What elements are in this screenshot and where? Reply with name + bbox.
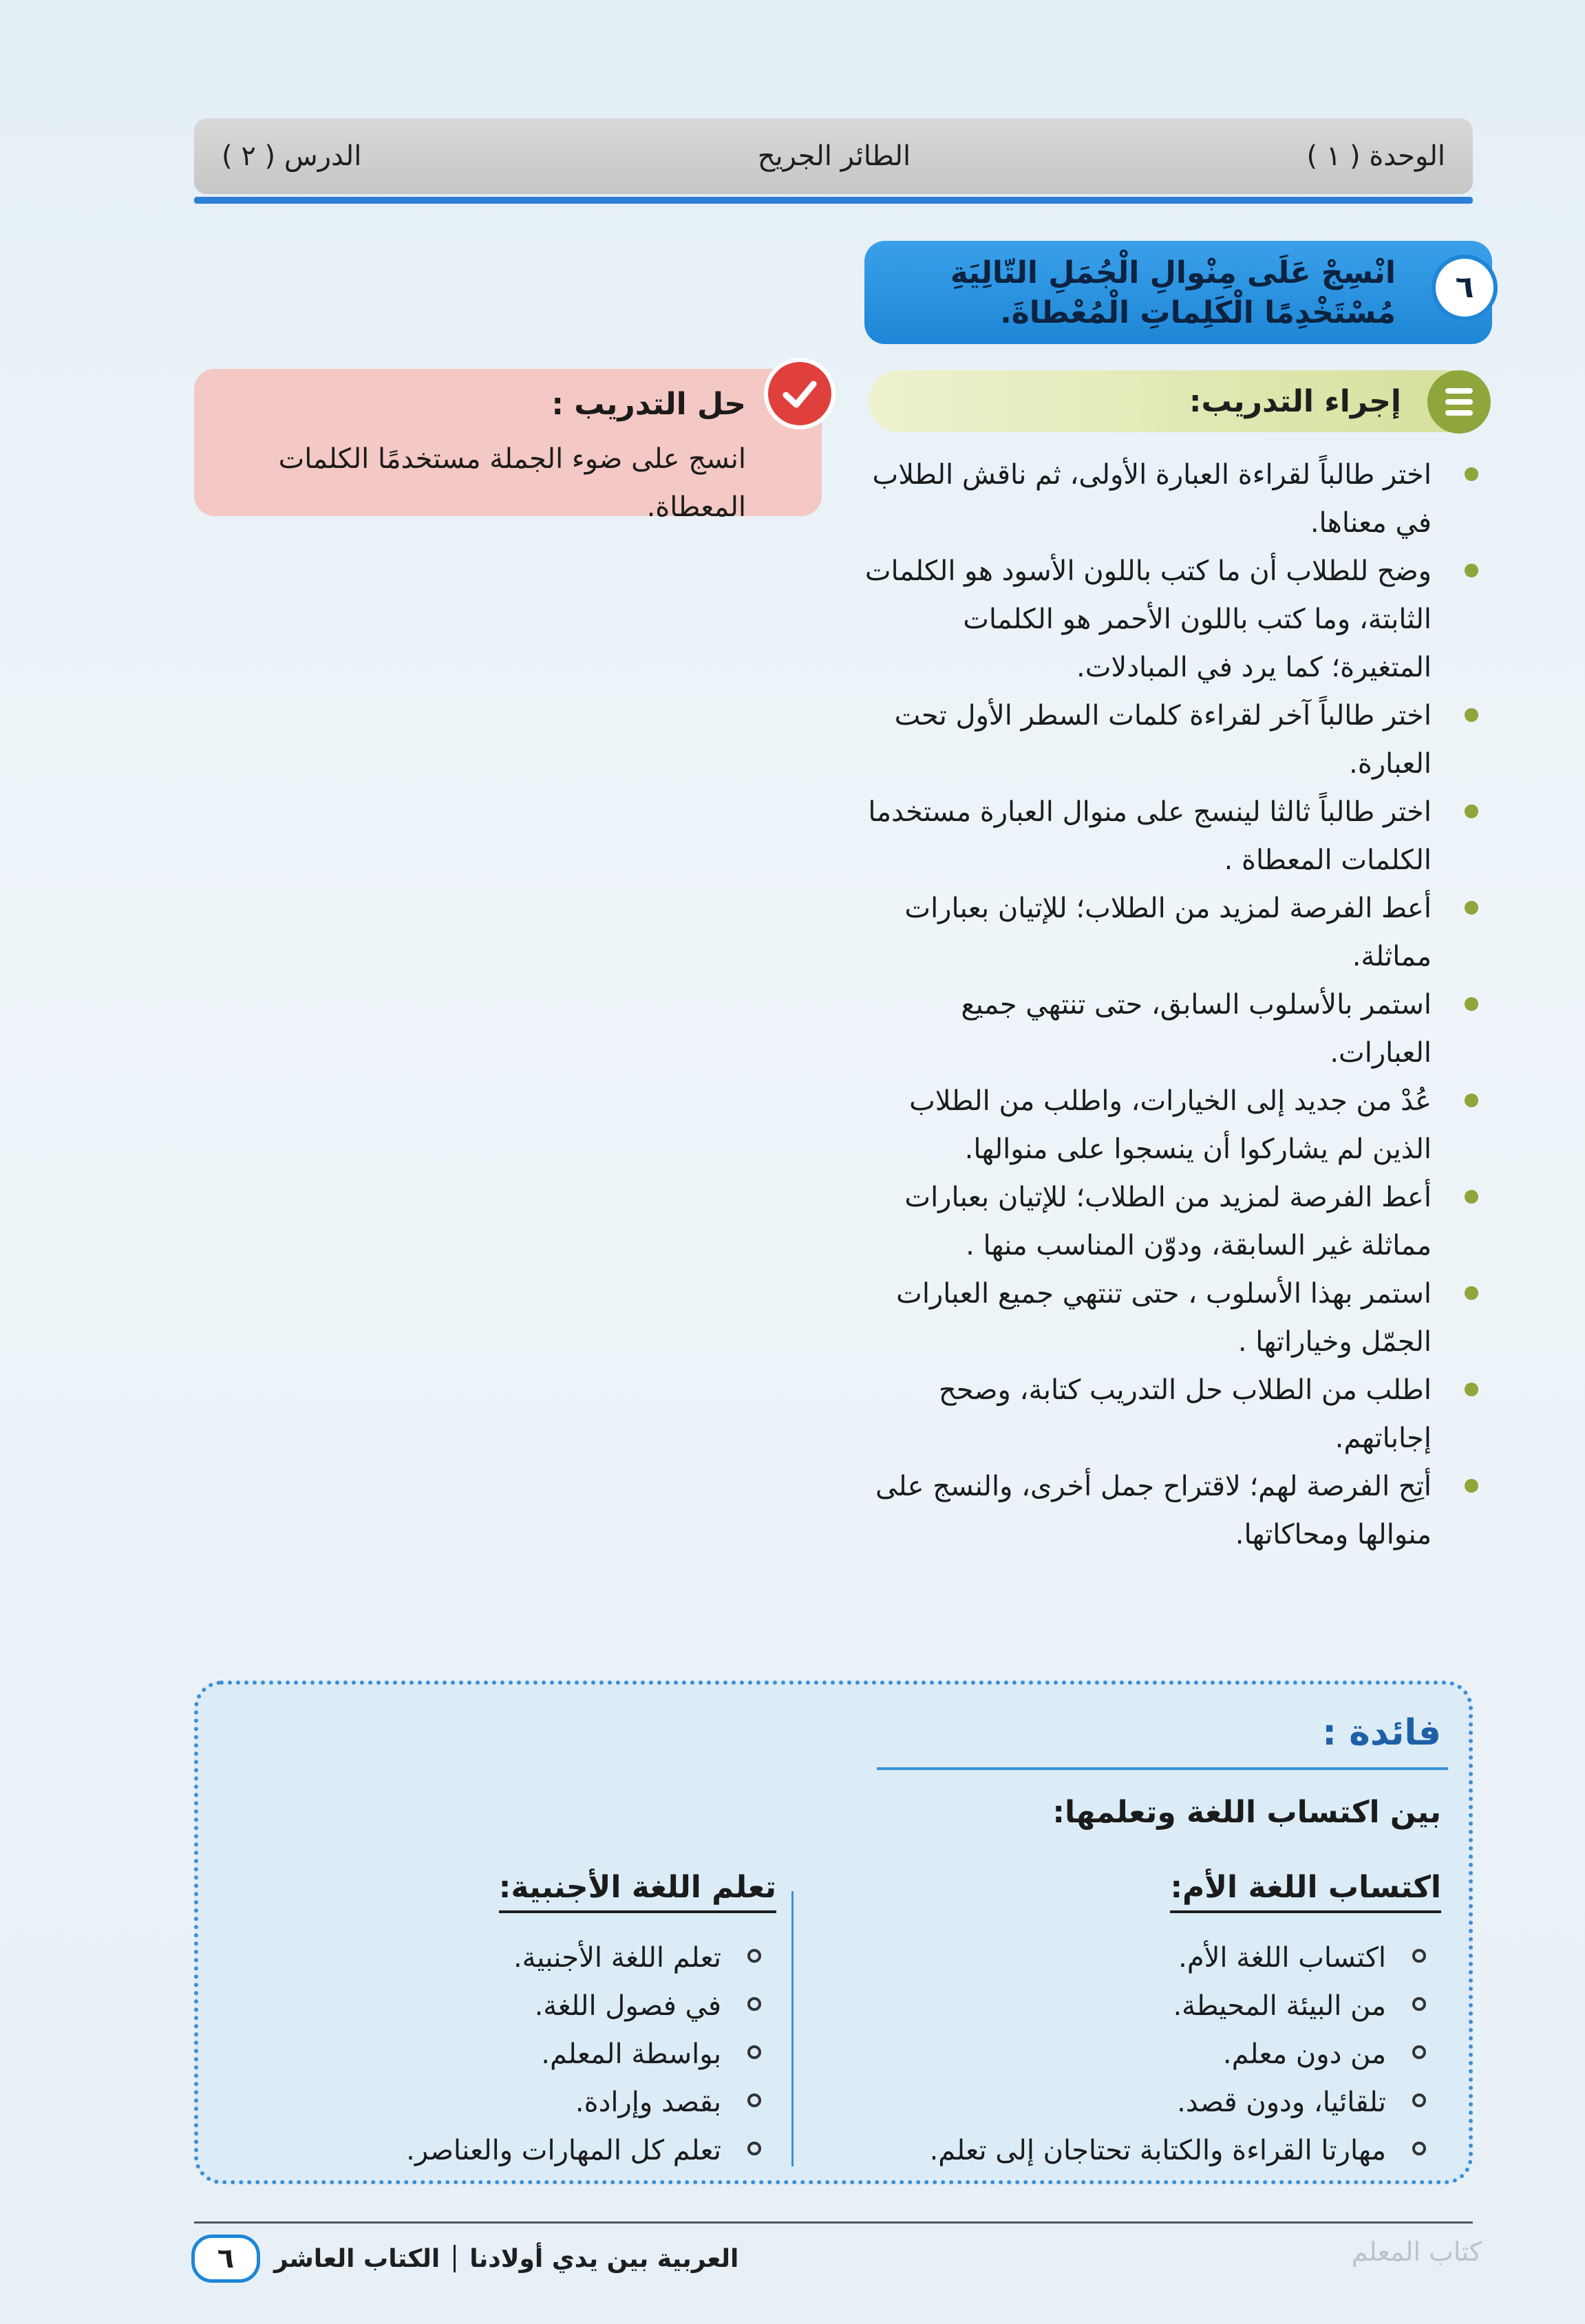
book-volume: الكتاب العاشر (274, 2244, 440, 2273)
bullet-dot-icon (1465, 708, 1478, 722)
circle-bullet-icon (1412, 2142, 1426, 2155)
bullet-dot-icon (1465, 997, 1478, 1011)
footer-separator (454, 2245, 456, 2272)
bullet-dot-icon (1465, 901, 1478, 915)
list-item: أعط الفرصة لمزيد من الطلاب؛ للإتيان بعبارات مماثلة غير السابقة، ودوّن المناسب منها . (860, 1173, 1493, 1270)
list-item: تعلم كل المهارات والعناصر. (253, 2126, 776, 2175)
unit-label: الوحدة ( ١ ) (1306, 140, 1445, 172)
page-number: ٦ (191, 2235, 260, 2283)
exercise-number: ٦ (1432, 255, 1498, 321)
circle-bullet-icon (1412, 2045, 1426, 2059)
list-item: استمر بالأسلوب السابق، حتى تنتهي جميع العبارات. (860, 981, 1493, 1077)
list-item: اطلب من الطلاب حل التدريب كتابة، وصحح إجاباتهم. (860, 1366, 1493, 1462)
exercise-title-box (864, 241, 1492, 344)
circle-bullet-icon (1412, 1949, 1426, 1963)
faded-footer-text: كتاب المعلم (1351, 2237, 1482, 2267)
faida-title: فائدة : (1322, 1712, 1441, 1753)
circle-bullet-icon (747, 1949, 761, 1963)
list-item: في فصول اللغة. (253, 1982, 776, 2030)
circle-bullet-icon (747, 2045, 761, 2059)
column-divider (791, 1891, 794, 2166)
list-item: أعط الفرصة لمزيد من الطلاب؛ للإتيان بعبارات مماثلة. (860, 884, 1493, 981)
list-item: من البيئة المحيطة. (877, 1982, 1441, 2030)
bullet-dot-icon (1465, 467, 1478, 481)
faida-subtitle: بين اكتساب اللغة وتعلمها: (1052, 1795, 1441, 1830)
procedure-header (869, 370, 1484, 432)
bullet-dot-icon (1465, 804, 1478, 818)
exercise-title: انْسِجْ عَلَى مِنْوالِ الْجُمَلِ التّالِيَةِ مُسْتَخْدِمًا الْكَلِماتِ الْمُعْطاةَ. (950, 255, 1396, 330)
acquisition-column (877, 1865, 1441, 2175)
list-item: تلقائيا، ودون قصد. (877, 2078, 1441, 2126)
lesson-label: الدرس ( ٢ ) (222, 140, 362, 172)
checkmark-icon (764, 358, 836, 429)
lesson-title: الطائر الجريح (757, 140, 911, 172)
procedure-heading: إجراء التدريب: (1189, 383, 1401, 419)
list-item: اختر طالباً ثالثا لينسج على منوال العبارة مستخدما الكلمات المعطاة . (860, 788, 1493, 884)
bullet-dot-icon (1465, 564, 1478, 577)
page-footer (191, 2230, 738, 2288)
list-item: اختر طالباً آخر لقراءة كلمات السطر الأول تحت العبارة. (860, 692, 1493, 788)
list-item: بقصد وإرادة. (253, 2078, 776, 2126)
list-item: أتِح الفرصة لهم؛ لاقتراح جمل أخرى، والنسج على منوالها ومحاكاتها. (860, 1462, 1493, 1559)
bullet-dot-icon (1465, 1479, 1478, 1493)
list-item: اكتساب اللغة الأم. (877, 1934, 1441, 1982)
circle-bullet-icon (747, 2093, 761, 2107)
list-icon (1427, 370, 1491, 434)
book-title: العربية بين يدي أولادنا (469, 2244, 739, 2273)
footer-rule (194, 2221, 1473, 2224)
bullet-dot-icon (1465, 1383, 1478, 1396)
circle-bullet-icon (747, 2142, 761, 2155)
acquisition-heading: اكتساب اللغة الأم: (1170, 1865, 1441, 1913)
page-header (194, 118, 1473, 194)
list-item: تعلم اللغة الأجنبية. (253, 1934, 776, 1982)
list-item: من دون معلم. (877, 2030, 1441, 2078)
list-item: اختر طالباً لقراءة العبارة الأولى، ثم ناقش الطلاب في معناها. (860, 451, 1493, 547)
solution-text: انسج على ضوء الجملة مستخدمًا الكلمات المعطاة. (278, 443, 746, 523)
header-rule (194, 197, 1473, 204)
solution-box (194, 369, 822, 523)
procedure-list (860, 451, 1493, 1559)
list-item: استمر بهذا الأسلوب ، حتى تنتهي جميع العبارات الجمّل وخياراتها . (860, 1270, 1493, 1366)
list-item: بواسطة المعلم. (253, 2030, 776, 2078)
bullet-dot-icon (1465, 1286, 1478, 1300)
learning-heading: تعلم اللغة الأجنبية: (499, 1865, 776, 1913)
list-item: وضح للطلاب أن ما كتب باللون الأسود هو الكلمات الثابتة، وما كتب باللون الأحمر هو الكلمات المتغيرة؛ كما يرد في المبادلات. (860, 547, 1493, 692)
solution-heading: حل التدريب : (551, 387, 746, 422)
circle-bullet-icon (747, 1997, 761, 2011)
circle-bullet-icon (1412, 2093, 1426, 2107)
learning-column (253, 1865, 776, 2175)
list-item: عُدْ من جديد إلى الخيارات، واطلب من الطلاب الذين لم يشاركوا أن ينسجوا على منوالها. (860, 1077, 1493, 1173)
bullet-dot-icon (1465, 1094, 1478, 1107)
faida-underline (877, 1767, 1448, 1770)
list-item: مهارتا القراءة والكتابة تحتاجان إلى تعلم. (877, 2126, 1441, 2175)
bullet-dot-icon (1465, 1190, 1478, 1204)
circle-bullet-icon (1412, 1997, 1426, 2011)
faida-box (194, 1681, 1473, 2184)
